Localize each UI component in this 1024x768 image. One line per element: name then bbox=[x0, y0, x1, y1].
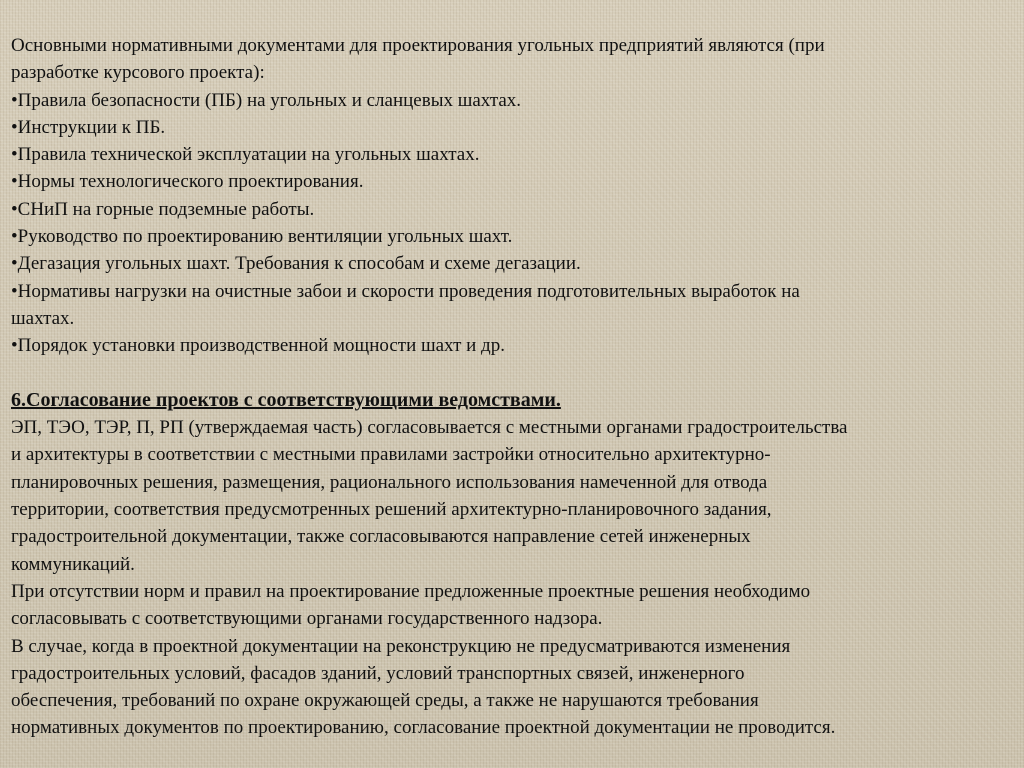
slide-content bbox=[11, 32, 1017, 742]
section-paragraph bbox=[11, 414, 1017, 742]
bullet-item: •Правила безопасности (ПБ) на угольных и сланцевых шахтах. bbox=[11, 89, 522, 111]
bullet-list bbox=[11, 87, 1017, 360]
bullet-item: •Правила технической эксплуатации на угольных шахтах. bbox=[11, 144, 480, 166]
paragraph-line: территории, соответствия предусмотренных решений архитектурно-планировочного задания, bbox=[11, 499, 772, 521]
paragraph-line: При отсутствии норм и правил на проектирование предложенные проектные решения необходимо bbox=[11, 580, 811, 602]
paragraph-line: В случае, когда в проектной документации на реконструкцию не предусматриваются изменения bbox=[11, 635, 791, 657]
paragraph-line: обеспечения, требований по охране окружающей среды, а также не нарушаются требования bbox=[11, 690, 759, 712]
paragraph-line: согласовывать с соответствующими органами государственного надзора. bbox=[11, 608, 603, 630]
paragraph-line: нормативных документов по проектированию, согласование проектной документации не проводится. bbox=[11, 717, 836, 739]
bullet-item: шахтах. bbox=[11, 307, 75, 329]
bullet-item: •СНиП на горные подземные работы. bbox=[11, 198, 315, 220]
paragraph-line: и архитектуры в соответствии с местными правилами застройки относительно архитектурно- bbox=[11, 444, 771, 466]
bullet-item: •Дегазация угольных шахт. Требования к способам и схеме дегазации. bbox=[11, 253, 581, 275]
paragraph-line: планировочных решения, размещения, рационального использования намеченной для отвода bbox=[11, 471, 768, 493]
section-heading: 6.Согласование проектов с соответствующими ведомствами. bbox=[11, 388, 561, 411]
bullet-item: •Нормы технологического проектирования. bbox=[11, 171, 364, 193]
bullet-item: •Руководство по проектированию вентиляции угольных шахт. bbox=[11, 226, 513, 248]
paragraph-line: ЭП, ТЭО, ТЭР, П, РП (утверждаемая часть) согласовывается с местными органами градостроительства bbox=[11, 417, 848, 439]
intro-line: Основными нормативными документами для проектирования угольных предприятий являются (при bbox=[11, 35, 825, 56]
bullet-item: •Порядок установки производственной мощности шахт и др. bbox=[11, 335, 505, 357]
paragraph-line: коммуникаций. bbox=[11, 553, 135, 575]
intro-line: разработке курсового проекта): bbox=[11, 62, 265, 84]
paragraph-line: градостроительных условий, фасадов зданий, условий транспортных связей, инженерного bbox=[11, 662, 745, 684]
paragraph-line: градостроительной документации, также согласовываются направление сетей инженерных bbox=[11, 526, 751, 548]
spacer bbox=[11, 360, 1017, 387]
bullet-item: •Нормативы нагрузки на очистные забои и скорости проведения подготовительных выработок на bbox=[11, 280, 800, 302]
bullet-item: •Инструкции к ПБ. bbox=[11, 116, 166, 138]
